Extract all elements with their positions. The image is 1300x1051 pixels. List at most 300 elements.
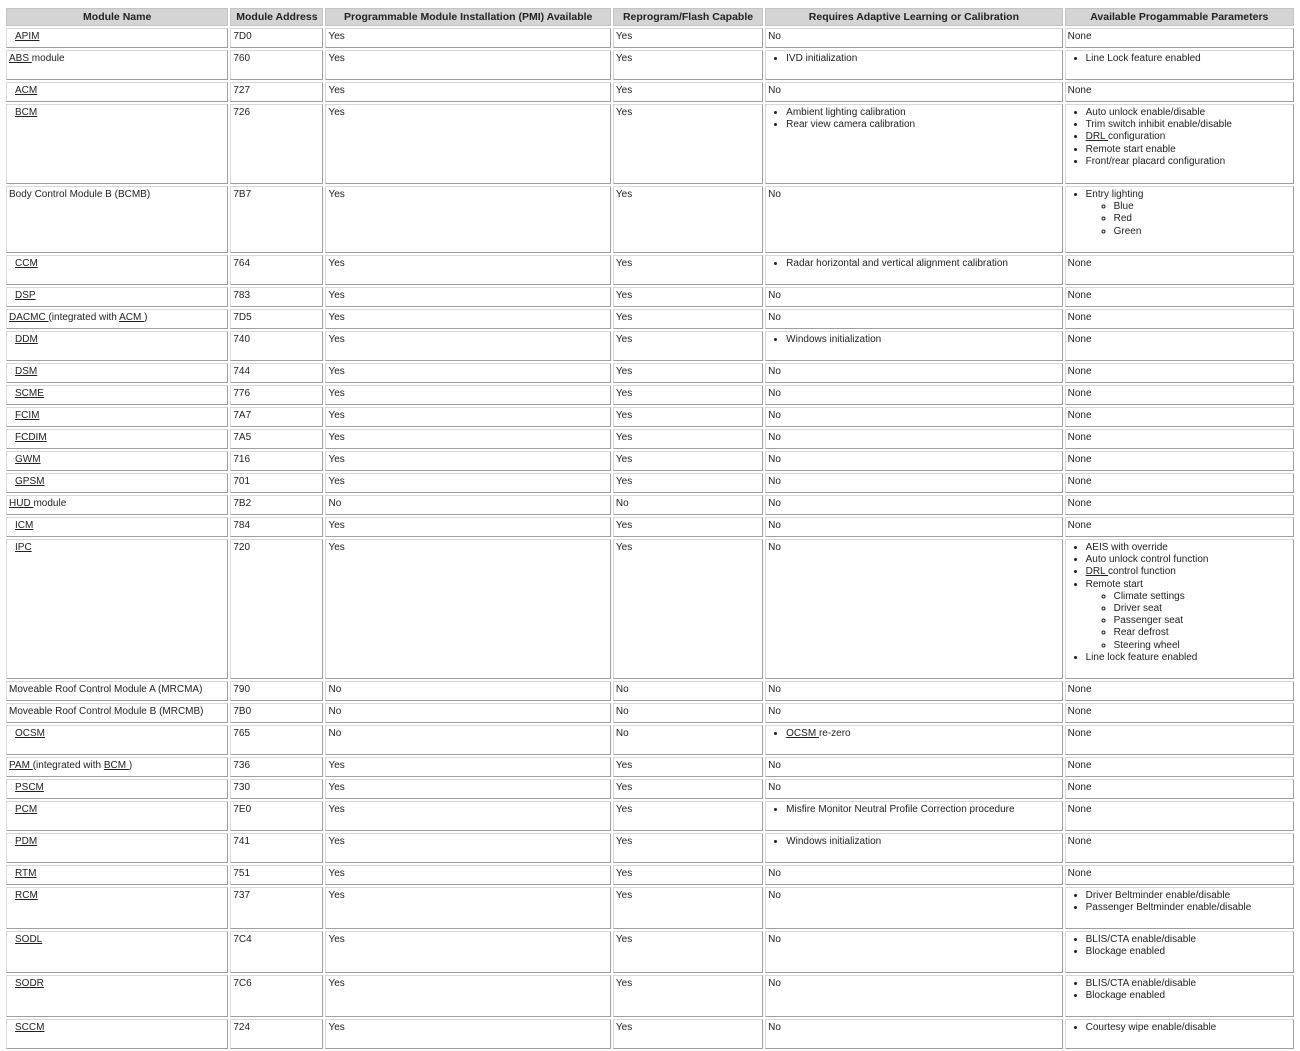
module-name-cell (6, 725, 228, 755)
module-name-cell (6, 363, 228, 383)
cell-text: No (768, 934, 781, 945)
module-link[interactable]: DRL (1085, 131, 1109, 143)
module-name-cell (6, 975, 228, 1017)
module-address-cell: 720 (230, 539, 323, 679)
module-link[interactable]: RCM (15, 890, 38, 901)
text-fragment: re-zero (818, 728, 851, 739)
flash-capable-cell: Yes (613, 28, 763, 48)
header-pmi-available: Programmable Module Installation (PMI) Available (325, 8, 610, 26)
module-link[interactable]: FCDIM (15, 432, 47, 443)
sub-list-item: ◦ Blue (1114, 201, 1291, 213)
module-address-cell: 724 (230, 1019, 323, 1049)
flash-capable-cell: Yes (613, 539, 763, 679)
module-name (9, 684, 202, 695)
text-fragment: module (31, 53, 65, 64)
flash-capable-cell: Yes (613, 309, 763, 329)
text-fragment: IVD initialization (786, 53, 858, 64)
table-row (6, 517, 1294, 537)
cell-text: None (1067, 388, 1092, 399)
table-row (6, 255, 1294, 285)
flash-capable-cell: Yes (613, 833, 763, 863)
parameters-cell (1065, 82, 1294, 102)
module-address-cell: 7A5 (230, 429, 323, 449)
flash-capable-cell: Yes (613, 50, 763, 80)
parameter-item (1086, 978, 1291, 990)
text-fragment: Entry lighting (1085, 189, 1144, 200)
module-link[interactable]: CCM (15, 258, 38, 269)
flash-capable-cell: Yes (613, 975, 763, 1017)
calibration-item (786, 804, 1059, 816)
text-fragment: Front/rear placard configuration (1085, 155, 1226, 167)
flash-capable-cell: Yes (613, 931, 763, 973)
module-name (15, 334, 38, 345)
parameters-cell (1065, 385, 1294, 405)
parameter-item (1086, 946, 1291, 958)
module-address-cell: 736 (230, 757, 323, 777)
cell-text: No (768, 868, 781, 879)
adaptive-learning-cell (765, 287, 1062, 307)
module-name (15, 728, 45, 739)
module-name (15, 836, 37, 847)
parameter-item (1086, 554, 1291, 566)
parameters-cell (1065, 309, 1294, 329)
calibration-item (786, 119, 1059, 131)
text-fragment: Driver Beltminder enable/disable (1085, 890, 1231, 901)
text-fragment: Radar horizontal and vertical alignment calibration (786, 258, 1008, 269)
parameter-item (1086, 107, 1291, 119)
table-row (6, 309, 1294, 329)
parameter-item (1086, 1022, 1291, 1034)
cell-text: None (1067, 760, 1092, 771)
pmi-available-cell: Yes (325, 451, 610, 471)
text-fragment: Courtesy wipe enable/disable (1085, 1022, 1217, 1033)
module-link[interactable]: ABS (9, 53, 32, 64)
text-fragment: Blockage enabled (1085, 990, 1166, 1002)
pmi-available-cell: No (325, 681, 610, 701)
module-link[interactable]: SODL (15, 934, 43, 945)
calibration-item (786, 334, 1059, 346)
module-name (15, 1022, 44, 1033)
module-link[interactable]: APIM (15, 31, 40, 42)
adaptive-learning-cell (765, 429, 1062, 449)
table-row (6, 1019, 1294, 1049)
module-address-cell: 760 (230, 50, 323, 80)
adaptive-learning-cell (765, 833, 1062, 863)
text-fragment: Auto unlock enable/disable (1085, 107, 1206, 118)
pmi-available-cell: Yes (325, 757, 610, 777)
parameter-item (1086, 156, 1291, 168)
module-name-cell (6, 473, 228, 493)
parameters-cell (1065, 28, 1294, 48)
module-link[interactable]: PSCM (15, 782, 44, 793)
cell-text: No (768, 31, 781, 42)
cell-text: None (1067, 868, 1092, 879)
pmi-available-cell: Yes (325, 801, 610, 831)
flash-capable-cell: No (613, 703, 763, 723)
module-name (9, 706, 204, 717)
module-address-cell: 7B2 (230, 495, 323, 515)
table-row (6, 833, 1294, 863)
flash-capable-cell: Yes (613, 757, 763, 777)
calibration-item (786, 107, 1059, 119)
module-name-cell (6, 451, 228, 471)
module-link[interactable]: DRL (1085, 566, 1109, 578)
module-name (9, 760, 132, 771)
adaptive-learning-cell (765, 1019, 1062, 1049)
parameters-cell (1065, 429, 1294, 449)
cell-text: None (1067, 334, 1092, 345)
table-row (6, 331, 1294, 361)
table-row (6, 865, 1294, 885)
adaptive-learning-cell (765, 331, 1062, 361)
module-address-cell: 737 (230, 887, 323, 929)
module-address-cell: 7B0 (230, 703, 323, 723)
module-name-cell (6, 407, 228, 427)
module-name-cell (6, 50, 228, 80)
text-fragment: BLIS/CTA enable/disable (1085, 978, 1197, 989)
module-address-cell: 741 (230, 833, 323, 863)
module-name (15, 366, 37, 377)
pmi-available-cell: Yes (325, 50, 610, 80)
module-link[interactable]: GWM (15, 454, 41, 465)
adaptive-learning-cell (765, 865, 1062, 885)
module-address-cell: 765 (230, 725, 323, 755)
table-row (6, 82, 1294, 102)
module-address-cell: 7C4 (230, 931, 323, 973)
cell-text: None (1067, 836, 1092, 847)
pmi-available-cell: No (325, 495, 610, 515)
text-fragment: (integrated with (48, 312, 120, 323)
text-fragment: Passenger Beltminder enable/disable (1085, 902, 1252, 914)
module-link[interactable]: FCIM (15, 410, 40, 421)
adaptive-learning-cell (765, 681, 1062, 701)
pmi-available-cell: Yes (325, 287, 610, 307)
parameters-cell (1065, 473, 1294, 493)
module-link[interactable]: HUD (9, 498, 34, 509)
module-address-cell: 7D0 (230, 28, 323, 48)
parameter-item (1086, 119, 1291, 131)
cell-text: No (768, 706, 781, 717)
cell-text: No (768, 542, 781, 553)
table-row (6, 757, 1294, 777)
adaptive-learning-cell (765, 363, 1062, 383)
header-reprogram-flash: Reprogram/Flash Capable (613, 8, 763, 26)
module-link[interactable]: SCME (15, 388, 44, 399)
flash-capable-cell: Yes (613, 255, 763, 285)
pmi-available-cell: Yes (325, 255, 610, 285)
module-link[interactable]: DACMC (9, 312, 49, 323)
module-address-cell: 7A7 (230, 407, 323, 427)
module-name (15, 978, 44, 989)
pmi-available-cell: Yes (325, 28, 610, 48)
module-link[interactable]: IPC (15, 542, 32, 553)
module-name-cell (6, 539, 228, 679)
cell-text: None (1067, 290, 1092, 301)
table-row (6, 703, 1294, 723)
module-table (4, 6, 1296, 1051)
adaptive-learning-cell (765, 725, 1062, 755)
text-fragment: Misfire Monitor Neutral Profile Correction procedure (786, 804, 1015, 815)
flash-capable-cell: Yes (613, 407, 763, 427)
module-name-cell (6, 186, 228, 253)
module-name (15, 890, 38, 901)
cell-text: None (1067, 684, 1092, 695)
module-name (15, 258, 38, 269)
flash-capable-cell: Yes (613, 451, 763, 471)
parameter-item (1086, 902, 1291, 914)
bullet-list (768, 804, 1059, 816)
text-fragment: AEIS with override (1085, 542, 1168, 553)
sub-list-item: ◦ Climate settings (1114, 591, 1291, 603)
adaptive-learning-cell (765, 186, 1062, 253)
module-address-cell: 716 (230, 451, 323, 471)
module-name (15, 107, 37, 118)
sub-list-item: ◦ Steering wheel (1114, 640, 1291, 652)
module-name-cell (6, 495, 228, 515)
table-row (6, 363, 1294, 383)
module-link[interactable]: ACM (119, 312, 145, 323)
parameter-item (1086, 990, 1291, 1002)
module-name-cell (6, 801, 228, 831)
pmi-available-cell: Yes (325, 517, 610, 537)
cell-text: No (768, 410, 781, 421)
module-name-cell (6, 309, 228, 329)
flash-capable-cell: Yes (613, 517, 763, 537)
module-name-cell (6, 28, 228, 48)
cell-text: None (1067, 410, 1092, 421)
adaptive-learning-cell (765, 931, 1062, 973)
pmi-available-cell: Yes (325, 363, 610, 383)
flash-capable-cell: No (613, 681, 763, 701)
parameters-cell (1065, 495, 1294, 515)
bullet-list (1068, 107, 1291, 168)
pmi-available-cell: Yes (325, 331, 610, 361)
cell-text: None (1067, 476, 1092, 487)
cell-text: No (768, 978, 781, 989)
parameters-cell (1065, 517, 1294, 537)
flash-capable-cell: Yes (613, 865, 763, 885)
table-row (6, 725, 1294, 755)
parameters-cell (1065, 451, 1294, 471)
parameters-cell (1065, 779, 1294, 799)
text-fragment: ) (128, 760, 133, 771)
module-name-cell (6, 887, 228, 929)
module-link[interactable]: RTM (15, 868, 37, 879)
cell-text: No (768, 388, 781, 399)
text-fragment: Moveable Roof Control Module A (MRCMA) (9, 684, 203, 695)
pmi-available-cell: Yes (325, 931, 610, 973)
header-adaptive-learning: Requires Adaptive Learning or Calibration (765, 8, 1062, 26)
bullet-list (1068, 1022, 1291, 1034)
module-link[interactable]: DDM (15, 334, 38, 345)
module-address-cell: 790 (230, 681, 323, 701)
module-name (15, 454, 41, 465)
pmi-available-cell: Yes (325, 473, 610, 493)
cell-text: None (1067, 258, 1092, 269)
module-address-cell: 7C6 (230, 975, 323, 1017)
flash-capable-cell: Yes (613, 1019, 763, 1049)
adaptive-learning-cell (765, 539, 1062, 679)
sub-list-item: ◦ Red (1114, 213, 1291, 225)
module-address-cell: 701 (230, 473, 323, 493)
module-link[interactable]: BCM (103, 760, 129, 771)
module-link[interactable]: DSP (15, 290, 36, 301)
module-table-container (4, 6, 1296, 1051)
table-row (6, 779, 1294, 799)
cell-text: None (1067, 804, 1092, 815)
module-address-cell: 740 (230, 331, 323, 361)
module-name (15, 542, 32, 553)
text-fragment: Trim switch inhibit enable/disable (1085, 119, 1232, 131)
adaptive-learning-cell (765, 385, 1062, 405)
pmi-available-cell: Yes (325, 865, 610, 885)
module-link[interactable]: SCCM (15, 1022, 45, 1033)
parameter-item (1086, 542, 1291, 554)
module-link[interactable]: PAM (9, 760, 33, 771)
bullet-list (768, 334, 1059, 346)
table-row (6, 539, 1294, 679)
parameters-cell (1065, 703, 1294, 723)
header-row (6, 8, 1294, 26)
module-name-cell (6, 429, 228, 449)
adaptive-learning-cell (765, 104, 1062, 184)
module-name (15, 520, 33, 531)
adaptive-learning-cell (765, 255, 1062, 285)
cell-text: None (1067, 31, 1092, 42)
text-fragment: BLIS/CTA enable/disable (1085, 934, 1197, 945)
bullet-list (1068, 53, 1291, 65)
module-name-cell (6, 287, 228, 307)
module-name (15, 290, 36, 301)
bullet-list (1068, 890, 1291, 914)
parameters-cell (1065, 539, 1294, 679)
cell-text: No (768, 520, 781, 531)
parameters-cell (1065, 104, 1294, 184)
flash-capable-cell: Yes (613, 429, 763, 449)
module-name-cell (6, 681, 228, 701)
flash-capable-cell: No (613, 725, 763, 755)
bullet-list (768, 107, 1059, 131)
cell-text: None (1067, 312, 1092, 323)
module-address-cell: 764 (230, 255, 323, 285)
cell-text: None (1067, 498, 1092, 509)
module-name (15, 85, 37, 96)
module-link[interactable]: PDM (15, 836, 38, 847)
table-row (6, 407, 1294, 427)
bullet-list (1068, 542, 1291, 664)
flash-capable-cell: Yes (613, 186, 763, 253)
pmi-available-cell: Yes (325, 887, 610, 929)
parameter-item (1086, 934, 1291, 946)
sub-bullet-list (1086, 591, 1291, 652)
adaptive-learning-cell (765, 82, 1062, 102)
flash-capable-cell: No (613, 495, 763, 515)
module-link[interactable]: BCM (15, 107, 38, 118)
module-link[interactable]: SODR (15, 978, 44, 989)
text-fragment: Body Control Module B (BCMB) (9, 189, 151, 200)
pmi-available-cell: Yes (325, 186, 610, 253)
pmi-available-cell: Yes (325, 82, 610, 102)
module-address-cell: 783 (230, 287, 323, 307)
module-name (15, 410, 39, 421)
cell-text: No (768, 782, 781, 793)
adaptive-learning-cell (765, 975, 1062, 1017)
module-address-cell: 726 (230, 104, 323, 184)
table-row (6, 801, 1294, 831)
calibration-item (786, 728, 1059, 740)
bullet-list (1068, 978, 1291, 1002)
adaptive-learning-cell (765, 887, 1062, 929)
cell-text: No (768, 454, 781, 465)
text-fragment: Ambient lighting calibration (786, 107, 906, 118)
cell-text: No (768, 312, 781, 323)
text-fragment: Windows initialization (786, 334, 882, 345)
module-link[interactable]: DSM (15, 366, 38, 377)
parameters-cell (1065, 725, 1294, 755)
module-name (9, 53, 65, 64)
pmi-available-cell: Yes (325, 779, 610, 799)
cell-text: No (768, 760, 781, 771)
parameters-cell (1065, 833, 1294, 863)
text-fragment: Auto unlock control function (1085, 554, 1209, 566)
pmi-available-cell: Yes (325, 975, 610, 1017)
module-name-cell (6, 255, 228, 285)
cell-text: No (768, 85, 781, 96)
module-name (9, 189, 150, 200)
module-address-cell: 7B7 (230, 186, 323, 253)
module-name-cell (6, 931, 228, 973)
cell-text: No (768, 1022, 781, 1033)
parameter-item (1086, 53, 1291, 65)
adaptive-learning-cell (765, 28, 1062, 48)
text-fragment: module (33, 498, 67, 509)
flash-capable-cell: Yes (613, 473, 763, 493)
module-link[interactable]: PCM (15, 804, 38, 815)
table-row (6, 975, 1294, 1017)
cell-text: None (1067, 85, 1092, 96)
text-fragment: Remote start enable (1085, 143, 1176, 155)
parameters-cell (1065, 801, 1294, 831)
sub-list-item: ◦ Green (1114, 226, 1291, 238)
cell-text: None (1067, 520, 1092, 531)
parameter-item (1086, 579, 1291, 652)
table-header (6, 8, 1294, 26)
bullet-list (768, 53, 1059, 65)
bullet-list (768, 836, 1059, 848)
module-link[interactable]: OCSM (786, 728, 819, 739)
module-name (15, 868, 36, 879)
module-link[interactable]: OCSM (15, 728, 45, 739)
table-row (6, 28, 1294, 48)
module-link[interactable]: GPSM (15, 476, 45, 487)
parameters-cell (1065, 363, 1294, 383)
module-address-cell: 776 (230, 385, 323, 405)
text-fragment: Windows initialization (786, 836, 882, 847)
parameters-cell (1065, 331, 1294, 361)
table-row (6, 887, 1294, 929)
parameter-item (1086, 131, 1291, 143)
cell-text: None (1067, 366, 1092, 377)
adaptive-learning-cell (765, 801, 1062, 831)
module-link[interactable]: ICM (15, 520, 34, 531)
table-row (6, 429, 1294, 449)
module-name (15, 476, 44, 487)
text-fragment: ) (144, 312, 148, 323)
parameters-cell (1065, 681, 1294, 701)
module-link[interactable]: ACM (15, 85, 38, 96)
text-fragment: Rear view camera calibration (786, 119, 916, 131)
parameters-cell (1065, 931, 1294, 973)
